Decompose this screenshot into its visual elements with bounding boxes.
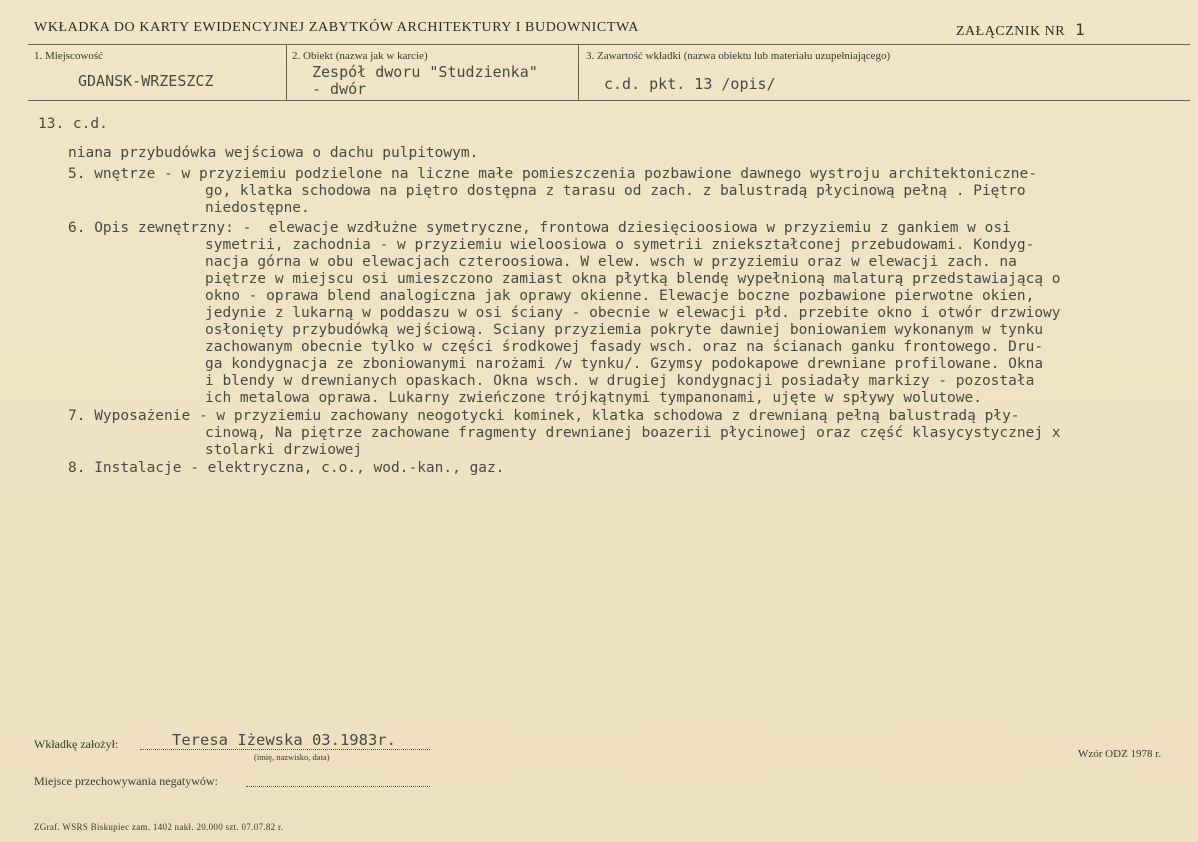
annex-label bbox=[956, 20, 1085, 40]
founder-label: Wkładkę założył: bbox=[34, 737, 119, 751]
body-line: stolarki drzwiowej bbox=[205, 442, 363, 458]
founder-hint: (imię, nazwisko, data) bbox=[254, 752, 330, 762]
locality-value: GDANSK-WRZESZCZ bbox=[78, 72, 214, 90]
body-line: ich metalowa oprawa. Lukarny zwieńczone trójkątnymi tympanonami, ujęte w spływy wolutowe. bbox=[205, 390, 982, 406]
body-line: ga kondygnacja ze zboniowanymi narożami /w tynku/. Gzymsy podokapowe drewniane profilowane. Okna bbox=[205, 356, 1044, 372]
body-line: piętrze w miejscu osi umieszczono zamiast okna płytką blendę wypełnioną malaturą przedstawiającą o bbox=[205, 271, 1061, 287]
body-line: niana przybudówka wejściowa o dachu pulpitowym. bbox=[68, 145, 479, 161]
fields-rule bbox=[28, 100, 1190, 101]
body-line: cinową, Na piętrze zachowane fragmenty drewnianej boazerii płycinowej oraz część klasycystycznej x bbox=[205, 425, 1061, 441]
annex-label-text: ZAŁĄCZNIK NR bbox=[956, 24, 1066, 39]
founder-value: Teresa Iżewska 03.1983r. bbox=[172, 731, 396, 749]
body-line: niedostępne. bbox=[205, 200, 310, 216]
form-pattern-note: Wzór ODZ 1978 r. bbox=[1078, 748, 1162, 760]
header-rule bbox=[28, 44, 1190, 45]
body-line: jedynie z lukarną w poddaszu w osi ściany - obecnie w elewacji płd. przebite okno i otwór drzwiowy bbox=[205, 305, 1061, 321]
printer-imprint: ZGraf. WSRS Biskupiec zam. 1402 nakł. 20.000 szt. 07.07.82 r. bbox=[34, 822, 284, 832]
body-line: 7. Wyposażenie - w przyziemiu zachowany neogotycki kominek, klatka schodowa z drewnianą pełną balustradą pły- bbox=[68, 408, 1020, 424]
body-line: okno - oprawa blend analogiczna jak oprawy okienne. Elewacje boczne pozbawione pierwotne okien, bbox=[205, 288, 1035, 304]
field-divider-1 bbox=[286, 44, 287, 100]
content-label: 3. Zawartość wkładki (nazwa obiektu lub materiału uzupełniającego) bbox=[586, 50, 891, 62]
object-label: 2. Obiekt (nazwa jak w karcie) bbox=[292, 50, 428, 62]
content-value: c.d. pkt. 13 /opis/ bbox=[604, 75, 776, 93]
body-line: i blendy w drewnianych opaskach. Okna wsch. w drugiej kondygnacji posiadały markizy - pozostała bbox=[205, 373, 1035, 389]
body-line: nacja górna w obu elewacjach czteroosiowa. W elew. wsch w przyziemiu oraz w elewacji zach. na bbox=[205, 254, 1017, 270]
field-divider-2 bbox=[578, 44, 579, 100]
body-line: 13. c.d. bbox=[38, 116, 108, 132]
storage-label: Miejsce przechowywania negatywów: bbox=[34, 774, 218, 788]
body-line: symetrii, zachodnia - w przyziemiu wieloosiowa o symetrii zniekształconej przebudowami. Kondyg- bbox=[205, 237, 1035, 253]
body-line: 5. wnętrze - w przyziemiu podzielone na liczne małe pomieszczenia pozbawione dawnego wystroju architektoniczne- bbox=[68, 166, 1038, 182]
storage-dotted-line bbox=[246, 786, 430, 787]
document-title: WKŁADKA DO KARTY EWIDENCYJNEJ ZABYTKÓW ARCHITEKTURY I BUDOWNICTWA bbox=[34, 20, 639, 35]
body-line: osłonięty przybudówką wejściową. Sciany przyziemia pokryte dawniej boniowaniem wykonanym w tynku bbox=[205, 322, 1044, 338]
body-line: go, klatka schodowa na piętro dostępna z tarasu od zach. z balustradą płycinową pełną . Piętro bbox=[205, 183, 1026, 199]
body-line: 6. Opis zewnętrzny: - elewacje wzdłużne symetryczne, frontowa dziesięcioosiowa w przyziemiu z gankiem w osi bbox=[68, 220, 1011, 236]
locality-label: 1. Miejscowość bbox=[34, 50, 104, 62]
body-line: zachowanym obecnie tylko w części środkowej fasady wsch. oraz na ścianach ganku frontowego. Dru- bbox=[205, 339, 1044, 355]
body-line: 8. Instalacje - elektryczna, c.o., wod.-kan., gaz. bbox=[68, 460, 505, 476]
object-value-line-2: - dwór bbox=[312, 80, 367, 98]
annex-number: 1 bbox=[1075, 20, 1086, 39]
founder-dotted-line bbox=[140, 749, 430, 750]
object-value-line-1: Zespół dworu "Studzienka" bbox=[312, 63, 538, 81]
